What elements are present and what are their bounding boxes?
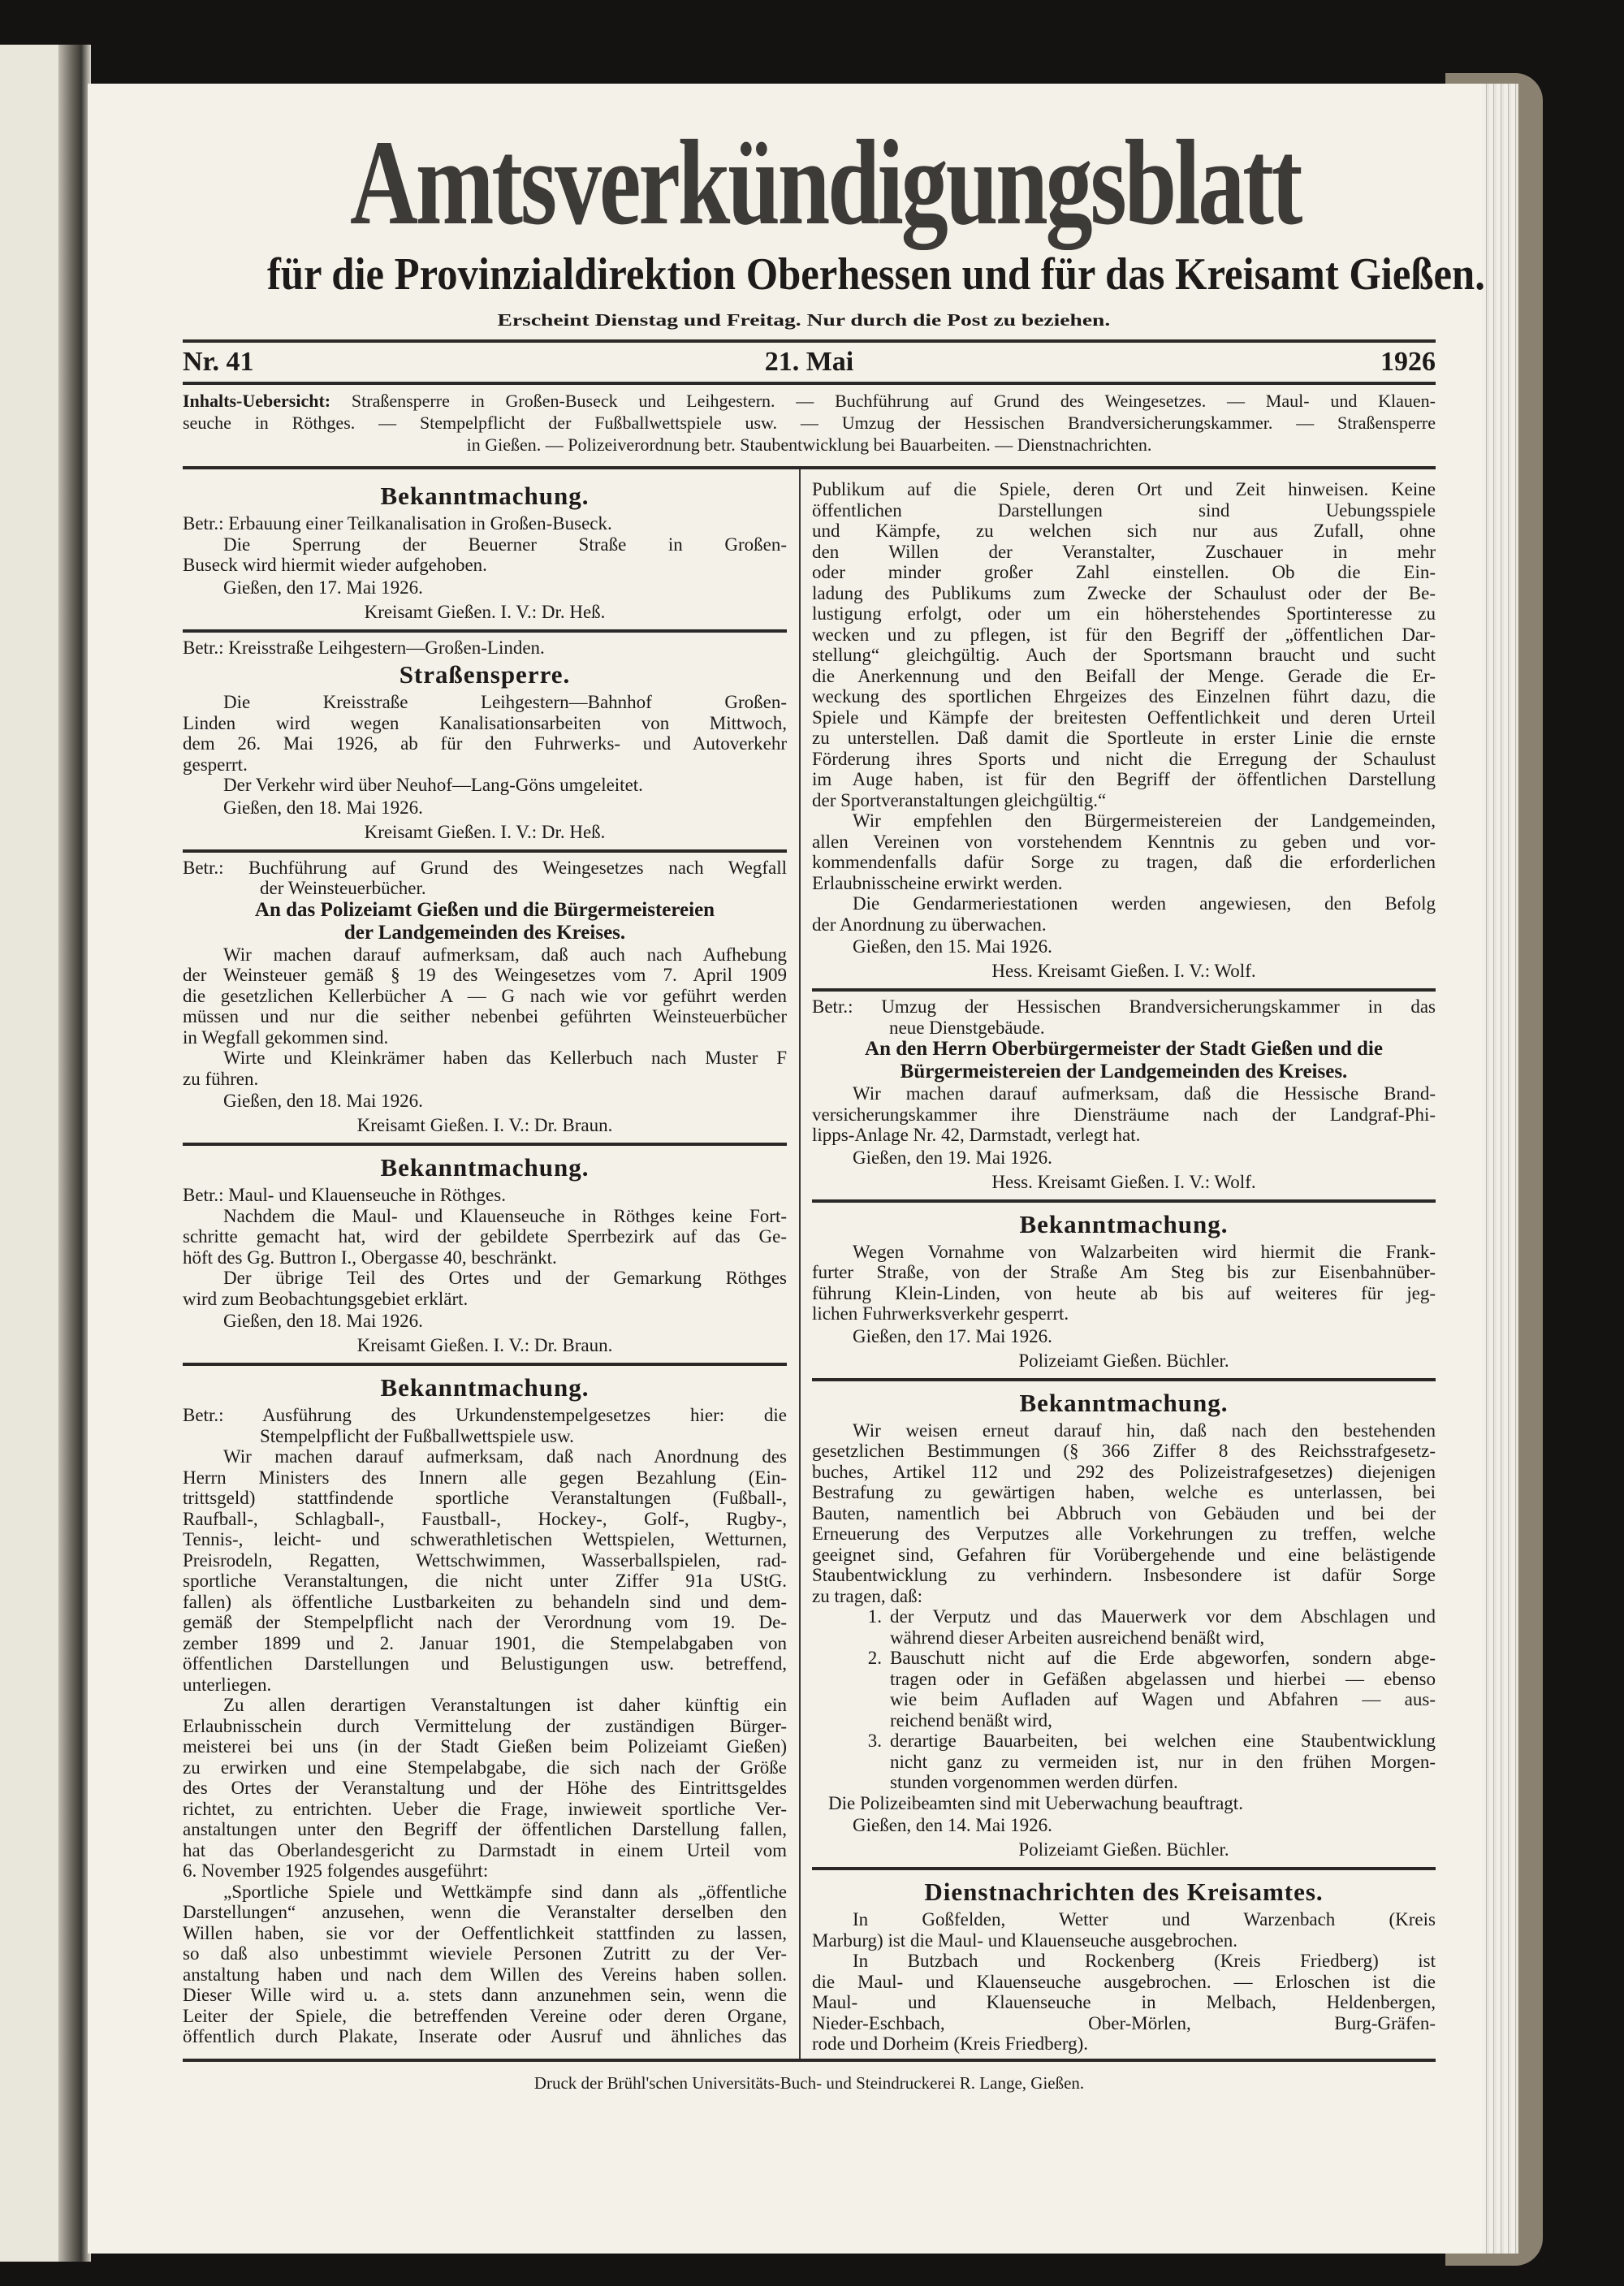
paragraph-line: richtet, zu entrichten. Ueber die Frage, inwieweit sportliche Ver- xyxy=(183,1798,787,1819)
section-heading: Bekanntmachung. xyxy=(380,1153,590,1182)
paragraph-line: der Verputz und das Mauerwerk vor dem Abschlagen und xyxy=(890,1606,1436,1627)
date-line: Gießen, den 18. Mai 1926. xyxy=(223,1091,423,1111)
paragraph-line: führung Klein-Linden, von heute ab bis auf weiteres für jeg- xyxy=(812,1282,1436,1303)
paragraph-line: Maul- und Klauenseuche in Melbach, Heldenbergen, xyxy=(812,1992,1436,2012)
paragraph-line: in Wegfall gekommen sind. xyxy=(183,1026,389,1048)
subject-line: Betr.: Buchführung auf Grund des Weingesetzes nach Wegfall xyxy=(183,857,787,878)
paragraph-line: Förderung ihres Sports und nicht die Erregung der Schaulust xyxy=(812,748,1436,769)
paragraph-line: zu führen. xyxy=(183,1068,259,1089)
paragraph-line: die Maul- und Klauenseuche ausgebrochen. — Erloschen ist die xyxy=(812,1971,1436,1992)
paragraph-line: anstaltungen unter den Begriff der öffentlichen Darstellung fallen, xyxy=(183,1819,787,1839)
date-line: Gießen, den 18. Mai 1926. xyxy=(223,1311,423,1331)
paragraph-line: In Butzbach und Rockenberg (Kreis Friedberg) ist xyxy=(853,1951,1436,1971)
toc-text: Straßensperre in Großen-Buseck und Leihgestern. — Buchführung auf Grund des Weingesetzes. — Maul- und Klauen- xyxy=(330,391,1436,411)
paragraph-line: des Ortes der Veranstaltung und der Höhe des Eintrittsgeldes xyxy=(183,1778,787,1798)
toc-line xyxy=(183,390,1436,412)
paragraph-line: Spiele und Kämpfe der breitesten Oeffentlichkeit und deren Urteil xyxy=(812,707,1436,728)
printer-imprint: Druck der Brühl'schen Universitäts-Buch- und Steindruckerei R. Lange, Gießen. xyxy=(533,2073,1085,2093)
paragraph-line: Publikum auf die Spiele, deren Ort und Zeit hinweisen. Keine xyxy=(812,479,1436,499)
paragraph-line: zu erwirken und eine Stempelabgabe, die sich nach der Größe xyxy=(183,1757,787,1778)
signature: Hess. Kreisamt Gießen. I. V.: Wolf. xyxy=(991,1171,1256,1192)
section-heading: Bekanntmachung. xyxy=(380,482,590,510)
divider-rule xyxy=(183,1143,787,1146)
date-line: Gießen, den 18. Mai 1926. xyxy=(223,797,423,818)
paragraph-line: kommendenfalls dafür Sorge zu tragen, daß die erforderlichen xyxy=(812,852,1436,872)
paragraph-line: und Kämpfe, zu welchen sich nur aus Zufall, ohne xyxy=(812,521,1436,541)
paragraph-line: Wir weisen erneut darauf hin, daß nach den bestehenden xyxy=(853,1420,1436,1441)
divider-rule xyxy=(812,1199,1436,1203)
paragraph-line: Leiter der Spiele, die betreffenden Vereine oder deren Organe, xyxy=(183,2005,787,2026)
paragraph-line: stunden vorgenommen werden dürfen. xyxy=(890,1772,1178,1792)
issue-date: 21. Mai xyxy=(764,347,854,377)
section-heading: Dienstnachrichten des Kreisamtes. xyxy=(924,1878,1324,1906)
paragraph-line: Willen haben, sie vor der Oeffentlichkeit stattfinden zu lassen, xyxy=(183,1922,787,1943)
paragraph-line: Bauschutt nicht auf die Erde abgeworfen, sondern abge- xyxy=(890,1648,1436,1668)
paragraph-line: wie beim Aufladen auf Wagen und Abfahren — aus- xyxy=(890,1689,1436,1709)
list-number: 3. xyxy=(867,1731,882,1751)
paragraph-line: allen Vereinen von vorstehendem Kenntnis zu geben und vor- xyxy=(812,831,1436,852)
paragraph-line: Bauten, namentlich bei Abbruch von Gebäuden und bei der xyxy=(812,1502,1436,1523)
paragraph-line: reichend benäßt wird, xyxy=(890,1709,1052,1731)
section-heading: Straßensperre. xyxy=(399,660,571,689)
addressee-line: An das Polizeiamt Gießen und die Bürgermeistereien xyxy=(254,898,715,921)
paragraph-line: nicht ganz zu vermeiden ist, nur in den frühen Morgen- xyxy=(890,1751,1436,1772)
masthead xyxy=(211,115,1413,250)
column-divider xyxy=(799,469,801,2059)
paragraph-line: geeignet sind, Gefahren für Vorübergehende und eine belästigende xyxy=(812,1544,1436,1565)
table-of-contents xyxy=(183,390,1436,456)
date-line: Gießen, den 15. Mai 1926. xyxy=(853,936,1052,957)
paragraph-line: die Anerkennung und den Beifall der Menge. Gerade die Er- xyxy=(812,665,1436,686)
publication-note: Erscheint Dienstag und Freitag. Nur durch die Post zu beziehen. xyxy=(497,310,1111,330)
paragraph-line: Nachdem die Maul- und Klauenseuche in Röthges keine Fort- xyxy=(223,1205,787,1226)
paragraph-line: zu tragen, daß: xyxy=(812,1585,923,1606)
paragraph-line: so daß also unbestimmt wieviele Personen Zutritt zu der Ver- xyxy=(183,1943,787,1964)
masthead-title: Amtsverkündigungsblatt xyxy=(350,115,1301,250)
paragraph-line: der Anordnung zu überwachen. xyxy=(812,914,1047,935)
paragraph-line: Buseck wird hiermit wieder aufgehoben. xyxy=(183,555,487,575)
addressee-line: An den Herrn Oberbürgermeister der Stadt Gießen und die xyxy=(865,1038,1383,1060)
paragraph-line: Die Polizeibeamten sind mit Ueberwachung beauftragt. xyxy=(828,1792,1243,1813)
paragraph-line: Die Kreisstraße Leihgestern—Bahnhof Großen- xyxy=(223,692,787,712)
paragraph-line: Wirte und Kleinkrämer haben das Kellerbuch nach Muster F xyxy=(223,1048,787,1068)
paragraph-line: gesetzlichen Bestimmungen (§ 366 Ziffer 8 des Reichsstrafgesetz- xyxy=(812,1441,1436,1461)
paragraph-line: trittsgeld) stattfindende sportliche Veranstaltungen (Fußball-, xyxy=(183,1488,787,1508)
section-heading: Bekanntmachung. xyxy=(1019,1388,1229,1417)
paragraph-line: derartige Bauarbeiten, bei welchen eine Staubentwicklung xyxy=(890,1731,1436,1751)
list-number: 1. xyxy=(867,1606,882,1627)
divider-rule xyxy=(183,382,1436,385)
issue-line xyxy=(183,344,1436,380)
masthead-subtitle-wrap xyxy=(203,249,1485,300)
paragraph-line: meisterei bei uns (in der Stadt Gießen beim Polizeiamt Gießen) xyxy=(183,1736,787,1757)
paragraph-line: Wir empfehlen den Bürgermeistereien der Landgemeinden, xyxy=(853,810,1436,831)
list-number: 2. xyxy=(867,1648,882,1668)
paragraph-line: „Sportliche Spiele und Wettkämpfe sind dann als „öffentliche xyxy=(223,1881,787,1902)
paragraph-line: rode und Dorheim (Kreis Friedberg). xyxy=(812,2033,1089,2054)
paragraph-line: wird zum Beobachtungsgebiet erklärt. xyxy=(183,1288,469,1309)
paragraph-line: Raufball-, Schlagball-, Faustball-, Hockey-, Golf-, Rugby-, xyxy=(183,1508,787,1529)
subject-line: neue Dienstgebäude. xyxy=(889,1017,1045,1038)
signature: Kreisamt Gießen. I. V.: Dr. Braun. xyxy=(356,1335,613,1355)
signature: Polizeiamt Gießen. Büchler. xyxy=(1018,1350,1229,1371)
paragraph-line: versicherungskammer ihre Diensträume nach der Landgraf-Phi- xyxy=(812,1104,1436,1125)
paragraph-line: während dieser Arbeiten ausreichend benäßt wird, xyxy=(890,1627,1265,1648)
subject-line: Betr.: Kreisstraße Leihgestern—Großen-Linden. xyxy=(183,637,545,658)
divider-rule xyxy=(183,629,787,633)
paragraph-line: Herrn Ministers des Innern alle gegen Bezahlung (Ein- xyxy=(183,1467,787,1488)
list-item-body xyxy=(890,1606,1436,1648)
paragraph-line: Der Verkehr wird über Neuhof—Lang-Göns umgeleitet. xyxy=(223,775,643,795)
subject-line: der Weinsteuerbücher. xyxy=(260,878,426,898)
paragraph-line: In Goßfelden, Wetter und Warzenbach (Kreis xyxy=(853,1909,1436,1929)
date-line: Gießen, den 14. Mai 1926. xyxy=(853,1815,1052,1835)
issue-number: Nr. 41 xyxy=(183,347,254,377)
paragraph-line: Erlaubnisschein durch Vermittelung der zuständigen Bürger- xyxy=(183,1715,787,1736)
paragraph-line: höft des Gg. Buttron I., Obergasse 40, beschränkt. xyxy=(183,1247,557,1268)
subject-line: Betr.: Erbauung einer Teilkanalisation in Großen-Buseck. xyxy=(183,513,612,534)
paragraph-line: Marburg) ist die Maul- und Klauenseuche ausgebrochen. xyxy=(812,1929,1237,1951)
list-item-body xyxy=(890,1731,1436,1793)
column-left xyxy=(183,479,787,2047)
toc-line: in Gießen. — Polizeiverordnung betr. Staubentwicklung bei Bauarbeiten. — Dienstnachrichten. xyxy=(466,434,1152,455)
paragraph-line: Erneuerung des Verputzes alle Vorkehrungen zu treffen, welche xyxy=(812,1523,1436,1544)
paragraph-line: Bestrafung zu gewärtigen haben, welche es unterlassen, bei xyxy=(812,1482,1436,1502)
toc-line: seuche in Röthges. — Stempelpflicht der Fußballwettspiele usw. — Umzug der Hessischen Brandversicherungskammer. — Straßensperre xyxy=(183,413,1436,433)
divider-rule xyxy=(183,1363,787,1366)
divider-rule xyxy=(812,1867,1436,1870)
date-line: Gießen, den 17. Mai 1926. xyxy=(223,577,423,598)
paragraph-line: 6. November 1925 folgendes ausgeführt: xyxy=(183,1860,489,1881)
divider-rule xyxy=(183,2059,1436,2062)
signature: Kreisamt Gießen. I. V.: Dr. Heß. xyxy=(364,601,606,622)
subject-line: Betr.: Umzug der Hessischen Brandversicherungskammer in das xyxy=(812,996,1436,1017)
issue-year: 1926 xyxy=(1380,347,1436,377)
paragraph-line: tragen oder in Gefäßen abgelassen und hierbei — ebenso xyxy=(890,1668,1436,1689)
paragraph-line: Linden wird wegen Kanalisationsarbeiten von Mittwoch, xyxy=(183,712,787,733)
signature: Hess. Kreisamt Gießen. I. V.: Wolf. xyxy=(991,961,1256,981)
list-item xyxy=(812,1606,1436,1648)
date-line: Gießen, den 19. Mai 1926. xyxy=(853,1147,1052,1168)
paragraph-line: zember 1899 und 2. Januar 1901, die Stempelabgaben von xyxy=(183,1632,787,1653)
paragraph-line: den Willen der Veranstalter, Zuschauer in mehr xyxy=(812,541,1436,562)
paragraph-line: öffentlichen Darstellungen und Belustigungen usw. betreffend, xyxy=(183,1653,787,1674)
masthead-subtitle: für die Provinzialdirektion Oberhessen und für das Kreisamt Gießen. xyxy=(266,249,1485,300)
paragraph-line: Die Sperrung der Beuerner Straße in Großen- xyxy=(223,534,787,555)
paragraph-line: im Auge haben, ist für den Begriff der öffentlichen Darstellung xyxy=(812,769,1436,789)
list-item xyxy=(812,1648,1436,1731)
paragraph-line: Die Gendarmeriestationen werden angewiesen, den Befolg xyxy=(853,893,1436,914)
paragraph-line: Staubentwicklung zu verhindern. Insbesondere ist dafür Sorge xyxy=(812,1565,1436,1585)
paragraph-line: der Sportveranstaltungen gleichgültig.“ xyxy=(812,789,1107,810)
paragraph-line: gesperrt. xyxy=(183,754,248,775)
subject-line: Stempelpflicht der Fußballwettspiele usw. xyxy=(260,1425,574,1446)
page-stack-edge xyxy=(1482,84,1518,2254)
paragraph-line: die gesetzlichen Kellerbücher A — G nach wie vor geführt werden xyxy=(183,985,787,1006)
addressee-line: Bürgermeistereien der Landgemeinden des Kreises. xyxy=(900,1061,1348,1083)
paragraph-line: lipps-Anlage Nr. 42, Darmstadt, verlegt hat. xyxy=(812,1125,1141,1145)
divider-rule xyxy=(812,988,1436,992)
section-heading: Bekanntmachung. xyxy=(1019,1209,1229,1238)
paragraph-line: hat das Oberlandesgericht zu Darmstadt in einem Urteil vom xyxy=(183,1839,787,1860)
paragraph-line: oder minder großer Zahl einstellen. Ob die Ein- xyxy=(812,562,1436,582)
paragraph-line: Dieser Wille wird u. a. stets dann anzunehmen sein, wenn die xyxy=(183,1985,787,2005)
paragraph-line: Preisrodeln, Regatten, Wettschwimmen, Wasserballspielen, rad- xyxy=(183,1549,787,1571)
list-item xyxy=(812,1731,1436,1793)
subject-line: Betr.: Ausführung des Urkundenstempelgesetzes hier: die xyxy=(183,1405,787,1425)
date-line: Gießen, den 17. Mai 1926. xyxy=(853,1325,1052,1346)
masthead-note-wrap xyxy=(487,310,1121,330)
paragraph-line: gemäß der Stempelpflicht nach der Verordnung vom 19. De- xyxy=(183,1612,787,1632)
signature: Kreisamt Gießen. I. V.: Dr. Braun. xyxy=(356,1115,613,1135)
paragraph-line: schritte gemacht hat, wird der gebildete Sperrbezirk auf das Ge- xyxy=(183,1226,787,1247)
paragraph-line: öffentlichen Darstellungen sind Uebungsspiele xyxy=(812,499,1436,521)
paragraph-line: Darstellungen“ anzusehen, wenn die Veranstalter derselben den xyxy=(183,1902,787,1922)
paragraph-line: ladung des Publikums zum Zwecke der Schaulust oder der Be- xyxy=(812,582,1436,603)
paragraph-line: buches, Artikel 112 und 292 des Polizeistrafgesetzes) diejenigen xyxy=(812,1461,1436,1482)
paragraph-line: unterliegen. xyxy=(183,1674,272,1695)
paragraph-line: lustigung erfolgt, oder um ein höherstehendes Sportinteresse zu xyxy=(812,603,1436,624)
paragraph-line: der Weinsteuer gemäß § 19 des Weingesetzes vom 7. April 1909 xyxy=(183,965,787,985)
paragraph-line: wecken und zu pflegen, ist für den Begriff der „öffentlichen Dar- xyxy=(812,624,1436,645)
paragraph-line: sportliche Veranstaltungen, die nicht unter Ziffer 91a UStG. xyxy=(183,1571,787,1591)
previous-page-edge xyxy=(0,45,58,2262)
addressee-line: der Landgemeinden des Kreises. xyxy=(343,921,626,944)
divider-rule xyxy=(812,1378,1436,1381)
divider-rule xyxy=(183,849,787,853)
paragraph-line: Wir machen darauf aufmerksam, daß nach Anordnung des xyxy=(223,1446,787,1467)
paragraph-line: furter Straße, von der Straße Am Steg bis zur Eisenbahnüber- xyxy=(812,1262,1436,1282)
paragraph-line: Der übrige Teil des Ortes und der Gemarkung Röthges xyxy=(223,1268,787,1288)
paragraph-line: stellung“ gleichgültig. Auch der Sportsmann braucht und sucht xyxy=(812,645,1436,665)
toc-label: Inhalts-Uebersicht: xyxy=(183,391,331,411)
paragraph-line: öffentlich durch Plakate, Inserate oder Ausruf und ähnliches das xyxy=(183,2026,787,2046)
subject-line: Betr.: Maul- und Klauenseuche in Röthges. xyxy=(183,1185,506,1205)
paragraph-line: Wir machen darauf aufmerksam, daß auch nach Aufhebung xyxy=(223,944,787,965)
paragraph-line: Nieder-Eschbach, Ober-Mörlen, Burg-Gräfen- xyxy=(812,2012,1436,2033)
column-right xyxy=(812,479,1436,2055)
paragraph-line: lichen Fuhrwerksverkehr gesperrt. xyxy=(812,1303,1069,1324)
paragraph-line: müssen und nur die seither nebenbei geführten Weinsteuerbücher xyxy=(183,1006,787,1026)
paragraph-line: Erlaubnisscheine erwirkt werden. xyxy=(812,872,1063,893)
divider-rule xyxy=(183,339,1436,343)
paragraph-line: Zu allen derartigen Veranstaltungen ist daher künftig ein xyxy=(223,1695,787,1715)
paragraph-line: Wegen Vornahme von Walzarbeiten wird hiermit die Frank- xyxy=(853,1241,1436,1262)
signature: Polizeiamt Gießen. Büchler. xyxy=(1018,1839,1229,1860)
paragraph-line: Tennis-, leicht- und schwerathletischen Wettspielen, Wetturnen, xyxy=(183,1529,787,1549)
paragraph-line: Wir machen darauf aufmerksam, daß die Hessische Brand- xyxy=(853,1083,1436,1104)
paragraph-line: anstaltung haben und nach dem Willen des Vereins haben sollen. xyxy=(183,1964,787,1985)
signature: Kreisamt Gießen. I. V.: Dr. Heß. xyxy=(364,821,606,842)
book-gutter xyxy=(58,45,91,2262)
divider-rule xyxy=(183,466,1436,469)
paragraph-line: weckung des sportlichen Ehrgeizes des Einzelnen führt dazu, die xyxy=(812,686,1436,707)
paragraph-line: fallen) als öffentliche Lustbarkeiten zu behandeln sind und dem- xyxy=(183,1591,787,1612)
paragraph-line: zu unterstellen. Daß damit die Sportleute in erster Linie die ernste xyxy=(812,728,1436,748)
list-item-body xyxy=(890,1648,1436,1731)
section-heading: Bekanntmachung. xyxy=(380,1373,590,1402)
paragraph-line: dem 26. Mai 1926, ab für den Fuhrwerks- und Autoverkehr xyxy=(183,733,787,754)
